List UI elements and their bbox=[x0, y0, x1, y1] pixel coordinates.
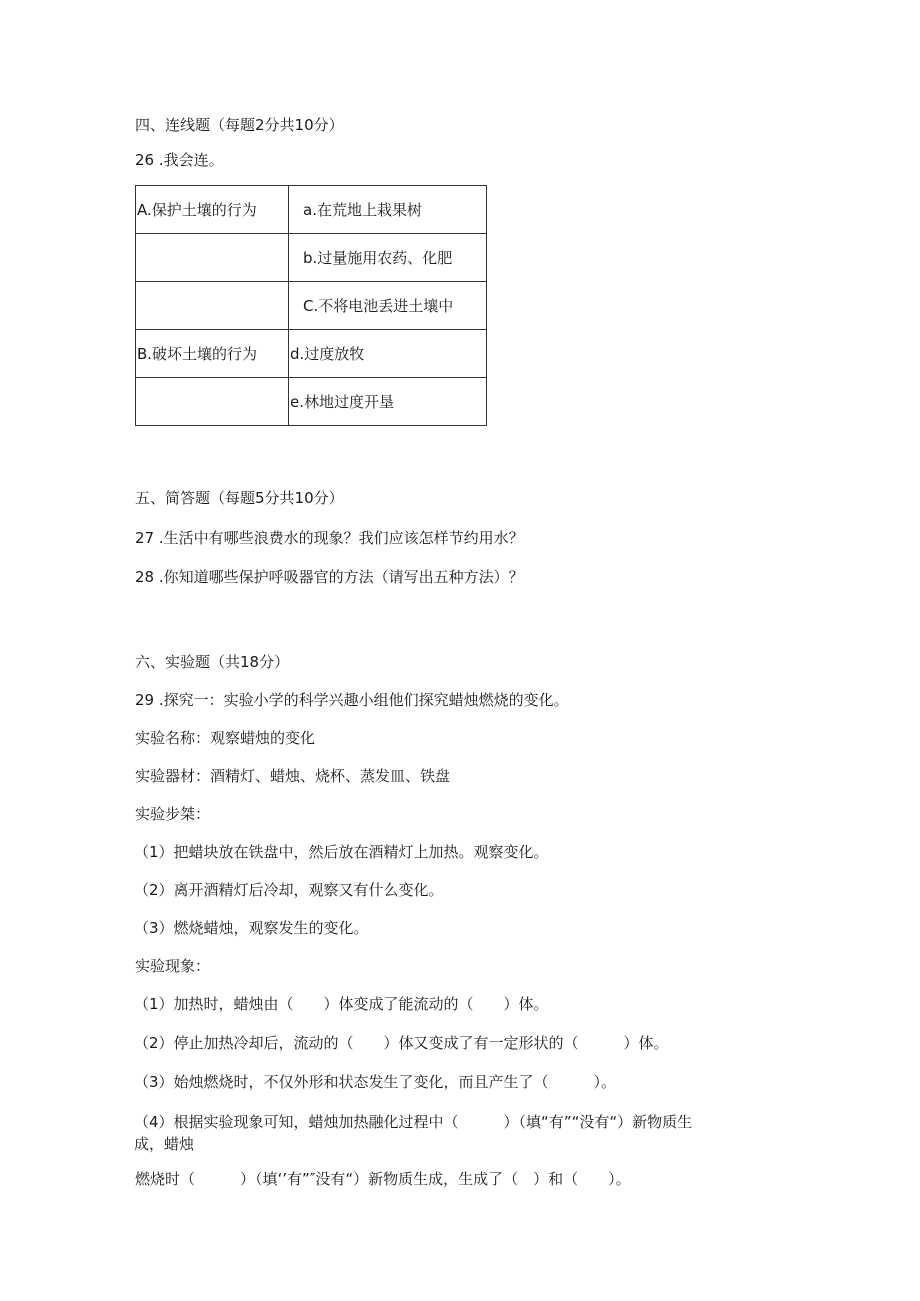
table-cell-left bbox=[136, 330, 289, 378]
section-4-heading: 四、连线题（每题2分共10分） bbox=[135, 116, 344, 134]
behavior-category-destroy: B.破坏土壤的行为 bbox=[137, 345, 258, 363]
phenomenon-2: （2）停止加热冷却后，流动的（ ）体又变成了有一定形状的（ ）体。 bbox=[134, 1034, 669, 1052]
behavior-option-c: C.不将电池丢进土壤中 bbox=[303, 297, 454, 315]
phenomenon-4-line-3: 燃烧时（ ）（填‘’有”″没有“）新物质生成，生成了（ ）和（ ）。 bbox=[135, 1170, 631, 1188]
question-27: 27 .生活中有哪些浪费水的现象？我们应该怎样节约用水？ bbox=[135, 529, 524, 547]
phenomenon-4-line-1: （4）根据实验现象可知，蜡烛加热融化过程中（ ）（填“有”“没有“）新物质生 bbox=[134, 1113, 693, 1131]
table-row bbox=[136, 282, 487, 330]
table-row bbox=[136, 186, 487, 234]
table-cell-right bbox=[289, 330, 487, 378]
experiment-steps-label: 实验步桀： bbox=[135, 805, 211, 823]
behavior-category-protect: A.保护土壤的行为 bbox=[137, 201, 257, 219]
behavior-option-b: b.过量施用农药、化肥 bbox=[303, 249, 453, 267]
section-5-heading: 五、简答题（每题5分共10分） bbox=[135, 489, 344, 507]
question-29: 29 .探究一：实验小学的科学兴趣小组他们探究蜡烛燃烧的变化。 bbox=[135, 691, 569, 709]
question-28: 28 .你知道哪些保护呼吸器官的方法（请写出五种方法）？ bbox=[135, 568, 524, 586]
experiment-step-2: （2）离开酒精灯后冷却，观察又有什么变化。 bbox=[134, 881, 444, 899]
phenomenon-4-line-2: 成，蜡烛 bbox=[134, 1135, 195, 1153]
section-6-heading: 六、实验题（共18分） bbox=[135, 653, 290, 671]
table-cell-left bbox=[136, 282, 289, 330]
table-row bbox=[136, 378, 487, 426]
experiment-step-3: （3）燃烧蜡烛，观察发生的变化。 bbox=[134, 919, 369, 937]
table-cell-right bbox=[289, 282, 487, 330]
experiment-name: 实验名称：观察蜡烛的变化 bbox=[135, 729, 316, 747]
experiment-materials: 实验器材：酒精灯、蜡烛、烧杯、蒸发皿、铁盘 bbox=[135, 767, 451, 785]
phenomenon-3: （3）始烛燃烧时，不仅外形和状态发生了变化，而且产生了（ ）。 bbox=[134, 1073, 617, 1091]
experiment-phenomena-label: 实验现象： bbox=[135, 957, 211, 975]
table-cell-left bbox=[136, 186, 289, 234]
behavior-option-e: e.林地过度开垦 bbox=[290, 393, 394, 411]
table-cell-right bbox=[289, 378, 487, 426]
question-26: 26 .我会连。 bbox=[135, 151, 224, 169]
table-row bbox=[136, 330, 487, 378]
matching-table bbox=[135, 185, 487, 426]
table-cell-left bbox=[136, 378, 289, 426]
behavior-option-d: d.过度放牧 bbox=[290, 345, 365, 363]
experiment-step-1: （1）把蜡块放在铁盘中，然后放在酒精灯上加热。观察变化。 bbox=[134, 843, 549, 861]
table-cell-right bbox=[289, 186, 487, 234]
behavior-option-a: a.在荒地上栽果树 bbox=[303, 201, 422, 219]
table-cell-right bbox=[289, 234, 487, 282]
phenomenon-1: （1）加热时，蜡烛由（ ）体变成了能流动的（ ）体。 bbox=[134, 995, 549, 1013]
table-row bbox=[136, 234, 487, 282]
table-cell-left bbox=[136, 234, 289, 282]
